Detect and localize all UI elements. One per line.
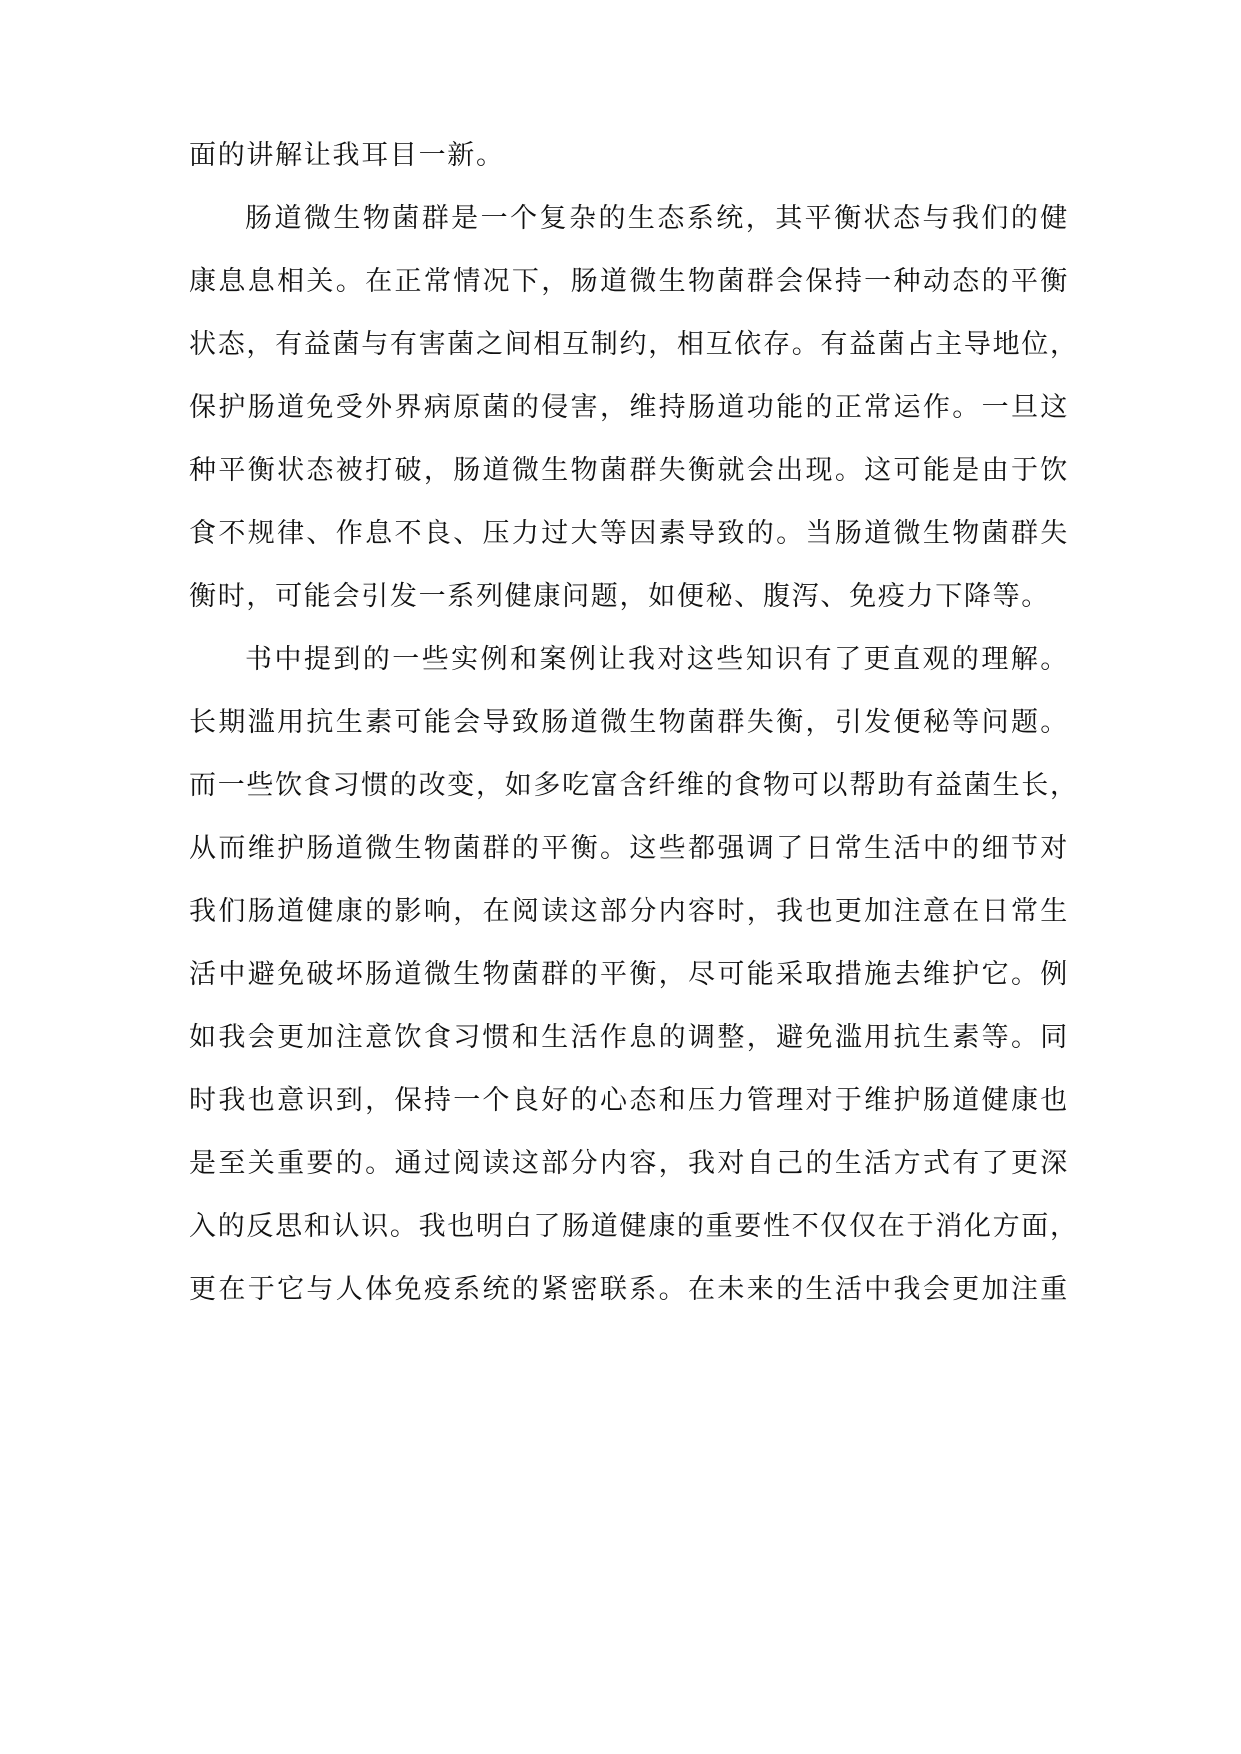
text-line: 如我会更加注意饮食习惯和生活作息的调整，避免滥用抗生素等。同 (189, 1022, 1069, 1053)
text-line: 是至关重要的。通过阅读这部分内容，我对自己的生活方式有了更深 (189, 1148, 1069, 1179)
text-line: 活中避免破坏肠道微生物菌群的平衡，尽可能采取措施去维护它。例 (189, 959, 1069, 990)
text-line: 食不规律、作息不良、压力过大等因素导致的。当肠道微生物菌群失 (189, 518, 1069, 549)
text-line: 面的讲解让我耳目一新。 (189, 140, 505, 171)
text-line: 而一些饮食习惯的改变，如多吃富含纤维的食物可以帮助有益菌生长， (189, 770, 1079, 801)
text-line: 保护肠道免受外界病原菌的侵害，维持肠道功能的正常运作。一旦这 (189, 392, 1069, 423)
text-line: 种平衡状态被打破，肠道微生物菌群失衡就会出现。这可能是由于饮 (189, 455, 1069, 486)
text-line: 状态，有益菌与有害菌之间相互制约，相互依存。有益菌占主导地位， (189, 329, 1079, 360)
text-line: 时我也意识到，保持一个良好的心态和压力管理对于维护肠道健康也 (189, 1085, 1069, 1116)
text-line: 从而维护肠道微生物菌群的平衡。这些都强调了日常生活中的细节对 (189, 833, 1069, 864)
text-line: 康息息相关。在正常情况下，肠道微生物菌群会保持一种动态的平衡 (189, 266, 1069, 297)
text-line: 长期滥用抗生素可能会导致肠道微生物菌群失衡，引发便秘等问题。 (189, 707, 1069, 738)
text-line: 入的反思和认识。我也明白了肠道健康的重要性不仅仅在于消化方面， (189, 1211, 1079, 1242)
text-line: 衡时，可能会引发一系列健康问题，如便秘、腹泻、免疫力下降等。 (189, 581, 1050, 612)
text-line: 我们肠道健康的影响，在阅读这部分内容时，我也更加注意在日常生 (189, 896, 1069, 927)
text-line: 书中提到的一些实例和案例让我对这些知识有了更直观的理解。 (245, 644, 1069, 675)
text-line: 肠道微生物菌群是一个复杂的生态系统，其平衡状态与我们的健 (245, 203, 1069, 234)
text-line: 更在于它与人体免疫系统的紧密联系。在未来的生活中我会更加注重 (189, 1274, 1069, 1305)
